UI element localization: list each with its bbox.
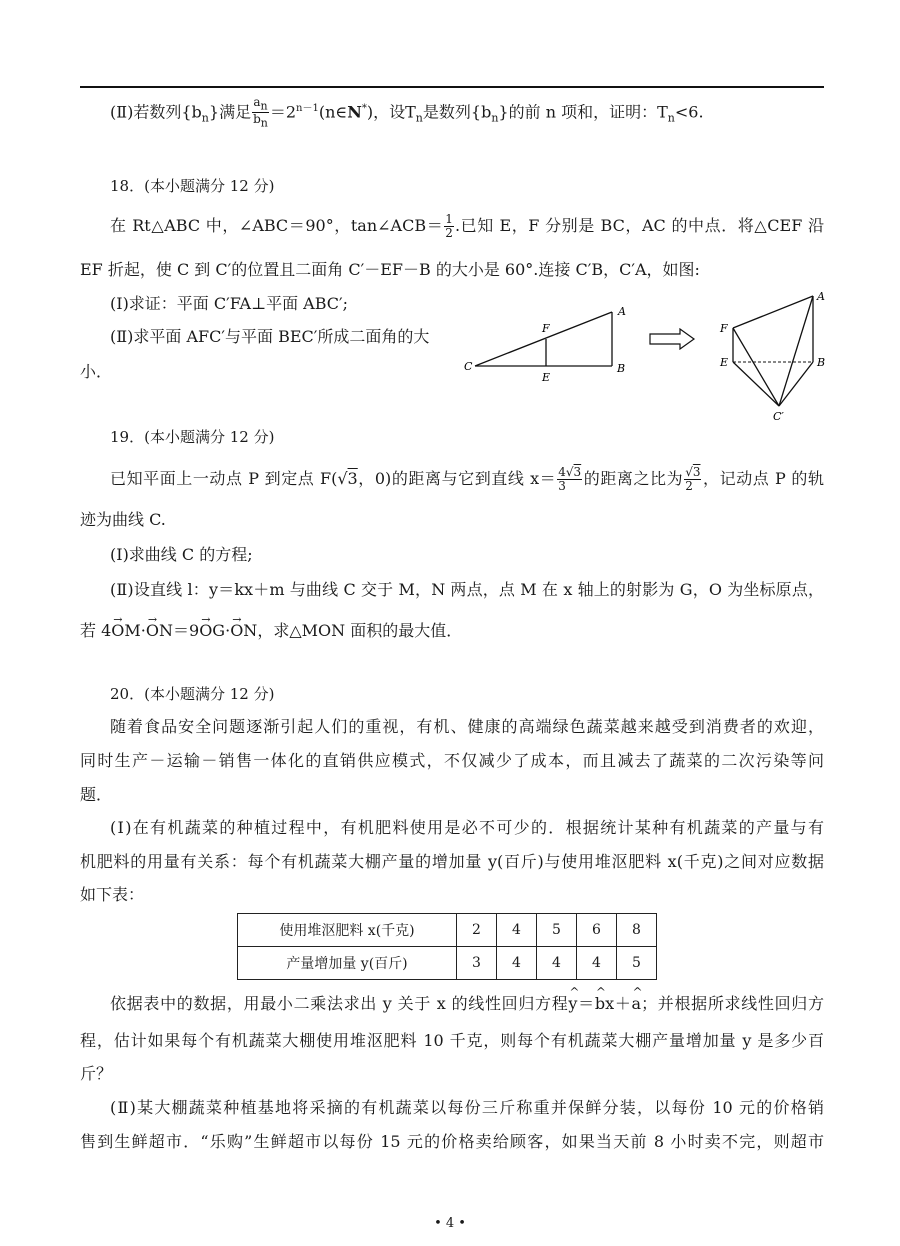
q20-part1-line2: 机肥料的用量有关系：每个有机蔬菜大棚产量的增加量 y(百斤)与使用堆沤肥料 x(千克)之间对应数据 — [80, 852, 824, 871]
table-cell: 4 — [577, 947, 617, 980]
label-E2: E — [720, 356, 729, 369]
q18-heading: 18．(本小题满分 12 分) — [110, 177, 275, 195]
page-number: • 4 • — [434, 1216, 466, 1231]
q19-part1: (Ⅰ)求曲线 C 的方程; — [110, 545, 253, 564]
label-C: C — [464, 360, 473, 373]
table-row-label: 使用堆沤肥料 x(千克) — [238, 914, 457, 947]
header-rule — [80, 86, 824, 88]
fertilizer-yield-table — [237, 913, 657, 980]
table-cell: 4 — [497, 914, 537, 947]
table-cell: 5 — [617, 947, 657, 980]
edge-FA — [733, 296, 813, 328]
edge-ECp — [733, 362, 779, 406]
table-row-label: 产量增加量 y(百斤) — [238, 947, 457, 980]
table-cell: 2 — [457, 914, 497, 947]
table-cell: 8 — [617, 914, 657, 947]
table-row — [238, 914, 657, 947]
q17-part2: (Ⅱ)若数列$\{b_n\}$满足 $\frac{a_n}{b_n}$ $=2^{n-1}(n\in N^*)$，设$T_n$是数列$\{b_n\}$的前 n 项和，证明：$T_n<6$. — [110, 95, 704, 130]
q20-line3: 题． — [80, 785, 113, 804]
label-B: B — [617, 362, 626, 375]
q18-part2: (Ⅱ)求平面 AFC′与平面 BEC′所成二面角的大 — [110, 327, 430, 346]
q20-regression-line2: 程，估计如果每个有机蔬菜大棚使用堆沤肥料 10 千克，则每个有机蔬菜大棚产量增加量 y 是多少百 — [80, 1031, 824, 1050]
edge-FCp — [733, 328, 779, 406]
q20-part1-line1: (Ⅰ)在有机蔬菜的种植过程中，有机肥料使用是必不可少的．根据统计某种有机蔬菜的产量与有 — [110, 818, 824, 837]
label-E: E — [542, 371, 551, 384]
fold-arrow-icon — [648, 328, 698, 350]
q19-heading: 19．(本小题满分 12 分) — [110, 428, 275, 446]
q19-part2: (Ⅱ)设直线 l：y＝kx＋m 与曲线 C 交于 M，N 两点，点 M 在 x 轴上的射影为 G，O 为坐标原点， — [110, 580, 824, 599]
table-cell: 4 — [497, 947, 537, 980]
label-A: A — [618, 305, 626, 318]
q18-line1: 在 Rt△ABC 中，∠ABC＝90°，tan∠ACB＝ $\frac{1}{2}$ .已知 E，F 分别是 BC，AC 的中点．将△CEF 沿 — [110, 212, 824, 240]
label-F: F — [542, 322, 550, 335]
q18-line2: EF 折起，使 C 到 C′的位置且二面角 C′－EF－B 的大小是 60°.连接 C′B，C′A，如图: — [80, 260, 700, 279]
label-B2: B — [817, 356, 826, 369]
label-Cprime: C′ — [773, 410, 784, 423]
q20-line1: 随着食品安全问题逐渐引起人们的重视，有机、健康的高端绿色蔬菜越来越受到消费者的欢迎， — [110, 717, 824, 736]
figure-folded-pyramid — [712, 286, 832, 426]
table-cell: 4 — [537, 947, 577, 980]
q18-part2-cont: 小． — [80, 362, 113, 381]
q20-regression-line1: 依据表中的数据，用最小二乘法求出 y 关于 x 的线性回归方程^ y＝^ bx＋^ a；并根据所求线性回归方 — [110, 993, 824, 1015]
fraction-4sqrt3-over-3: $\frac{4√3}{3}$ — [558, 465, 582, 493]
edge-ACp — [779, 296, 813, 406]
q20-line2: 同时生产－运输－销售一体化的直销供应模式，不仅减少了成本，而且减去了蔬菜的二次污染等问 — [80, 751, 824, 770]
q20-part2-line1: (Ⅱ)某大棚蔬菜种植基地将采摘的有机蔬菜以每份三斤称重并保鲜分装，以每份 10 元的价格销 — [110, 1098, 824, 1117]
fraction-one-half: $\frac{1}{2}$ — [445, 212, 453, 240]
q20-regression-line3: 斤？ — [80, 1064, 113, 1083]
table-row — [238, 947, 657, 980]
figure-triangle-flat — [462, 300, 642, 385]
q20-part1-line3: 如下表： — [80, 885, 145, 904]
label-A2: A — [817, 290, 825, 303]
q20-heading: 20．(本小题满分 12 分) — [110, 685, 275, 703]
segment-CA — [475, 312, 612, 366]
table-cell: 6 — [577, 914, 617, 947]
q19-line1: 已知平面上一动点 P 到定点 F(√3，0)的距离与它到直线 x＝ $\frac{4√3}{3}$ 的距离之比为 $\frac{√3}{2}$ ，记动点 P 的轨 — [110, 465, 824, 493]
fraction-an-bn: $\frac{a_n}{b_n}$ — [253, 95, 268, 130]
q19-line2: 迹为曲线 C. — [80, 510, 166, 529]
fraction-sqrt3-over-2: $\frac{√3}{2}$ — [685, 465, 701, 493]
edge-BCp — [779, 362, 813, 406]
table-cell: 5 — [537, 914, 577, 947]
q18-part1: (Ⅰ)求证：平面 C′FA⊥平面 ABC′; — [110, 294, 349, 313]
q19-part2-cont: 若 4→ OM·→ ON＝9→ OG·→ ON，求△MON 面积的最大值． — [80, 620, 824, 642]
table-cell: 3 — [457, 947, 497, 980]
label-F2: F — [720, 322, 728, 335]
q20-part2-line2: 售到生鲜超市．“乐购”生鲜超市以每份 15 元的价格卖给顾客，如果当天前 8 小时卖不完，则超市 — [80, 1132, 824, 1151]
